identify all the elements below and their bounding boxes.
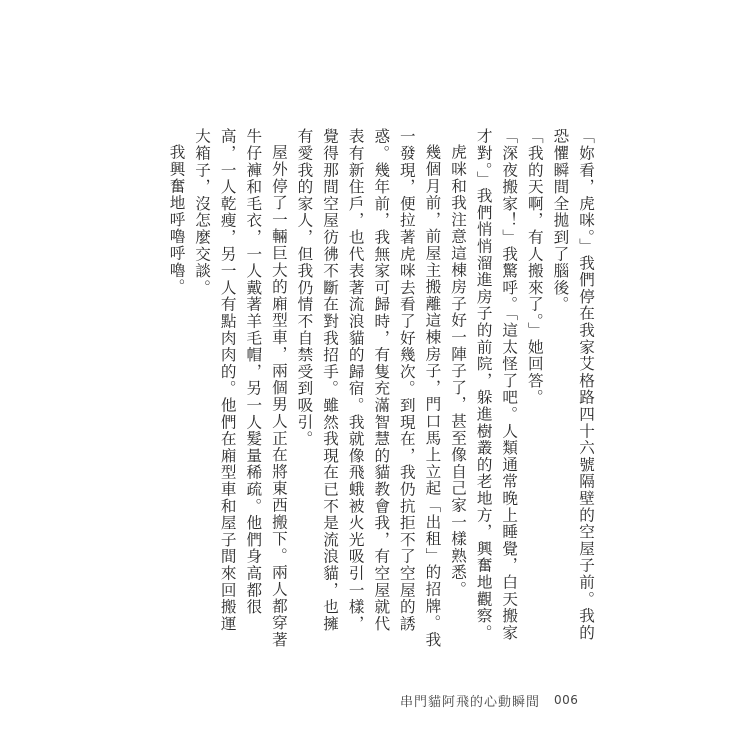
- page-footer: [400, 690, 600, 710]
- paragraph-4: 虎咪和我注意這棟房子好一陣子了，甚至像自己家一樣熟悉。: [449, 143, 468, 598]
- running-title: 串門貓阿飛的心動瞬間: [400, 694, 541, 710]
- paragraph-7: 我興奮地呼嚕呼嚕。: [167, 143, 186, 295]
- paragraph-5: 幾個月前，前屋主搬離這棟房子，門口馬上立起「出租」的招牌。我一發現，便拉著虎咪去看了好幾次。到現在，我仍抗拒不了空屋的誘惑。幾年前，我無家可歸時，有隻充滿智慧的貓教會我，有空屋就代表有新住戶，也代表著流浪貓的歸宿。我就像飛蛾被火光吸引一樣，覺得那間空屋彷彿不斷在對我招手。雖然我現在已不是流浪貓，也擁有愛我的家人，但我仍情不自禁受到吸引。: [295, 128, 442, 648]
- paragraph-3: 「深夜搬家！」我驚呼。「這太怪了吧。人類通常晚上睡覺，白天搬家才對。」我們悄悄溜進房子的前院，躲進樹叢的老地方，興奮地觀察。: [474, 128, 519, 641]
- page-number: 006: [554, 693, 579, 707]
- paragraph-2: 「我的天啊，有人搬來了。」她回答。: [525, 128, 544, 406]
- body-text: [167, 128, 598, 648]
- paragraph-6: 屋外停了一輛巨大的廂型車，兩個男人正在將東西搬下。兩人都穿著牛仔褲和毛衣，一人戴著羊毛帽，另一人髮量稀疏。他們身高都很高，一人乾瘦，另一人有點肉肉的。他們在廂型車和屋子間來回搬運大箱子，沒怎麼交談。: [193, 128, 288, 648]
- paragraph-1: 「妳看，虎咪。」我們停在我家艾格路四十六號隔壁的空屋子前。我的恐懼瞬間全拋到了腦後。: [551, 128, 595, 641]
